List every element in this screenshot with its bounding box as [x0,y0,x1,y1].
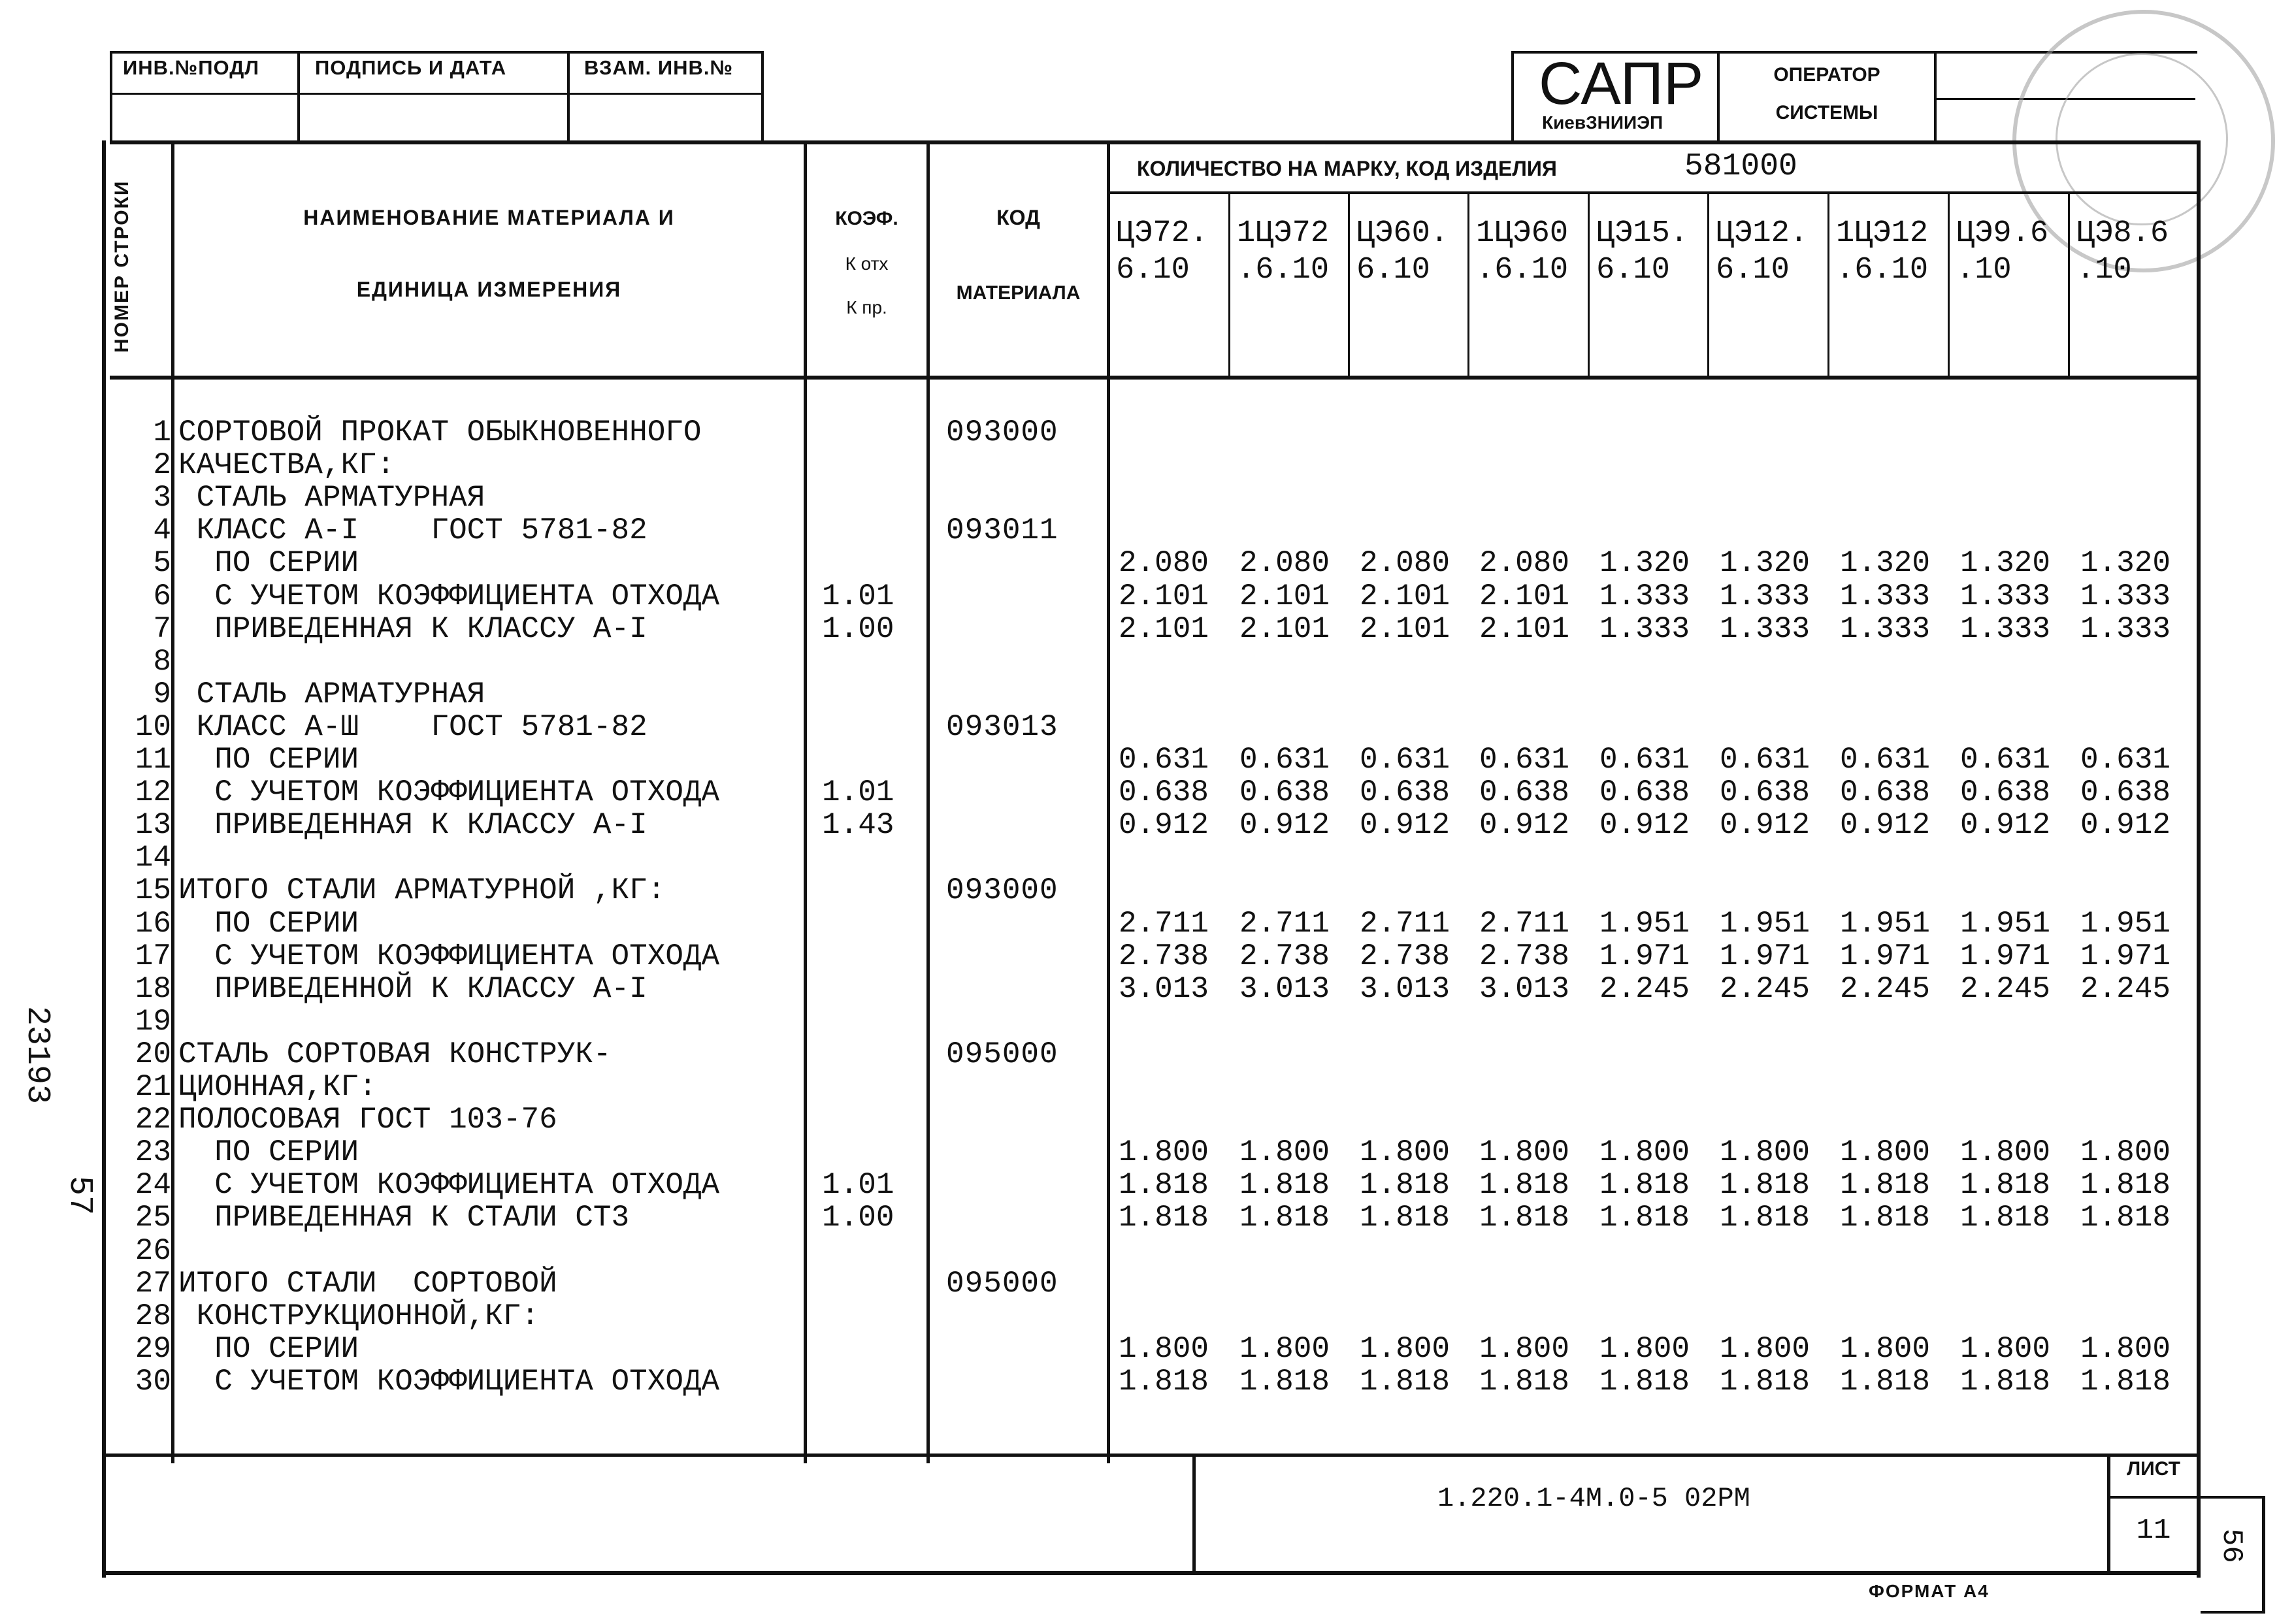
quantity-value: 0.631 [2080,743,2171,777]
quantity-value: 0.638 [1959,775,2050,810]
row-number: 15 [135,873,171,908]
margin-number: 56 [2215,1529,2248,1563]
quantity-value: 1.818 [1719,1364,1810,1399]
column-label [1716,216,1808,289]
quantity-value: 1.320 [1959,546,2050,581]
quantity-value: 3.013 [1479,971,1569,1006]
quantity-value: 1.818 [1959,1201,2050,1235]
material-name: ПО СЕРИИ [178,906,359,941]
column-label-line1: ЦЭ12. [1716,216,1809,251]
row-number: 21 [135,1070,171,1104]
quantity-value: 1.951 [2080,906,2171,941]
row-number: 12 [135,775,171,810]
coefficient: 1.01 [822,775,894,810]
row-number: 14 [135,841,171,875]
table-row [0,1071,2294,1103]
row-number: 2 [153,448,171,483]
column-label-line2: 6.10 [1716,253,1790,287]
quantity-value: 1.800 [1959,1135,2050,1170]
column-label [1237,216,1329,289]
quantity-value: 1.800 [1719,1331,1810,1366]
row-number: 11 [135,743,171,777]
column-label-line2: .6.10 [1476,253,1569,287]
column-label-line1: ЦЭ8.6 [2076,216,2169,251]
material-name: КОНСТРУКЦИОННОЙ,КГ: [178,1299,540,1333]
inv-podl-label: ИНВ.№ПОДЛ [123,56,260,79]
column-label-line2: .6.10 [1237,253,1330,287]
row-number: 13 [135,808,171,843]
row-number: 4 [153,513,171,548]
quantity-value: 2.711 [1239,906,1330,941]
quantity-value: 2.245 [1719,971,1810,1006]
table-row [0,776,2294,809]
quantity-value: 1.818 [1959,1168,2050,1203]
quantity-value: 1.333 [1719,579,1810,613]
material-name: ПРИВЕДЕННАЯ К КЛАССУ А-I [178,808,647,843]
material-code: 093013 [946,709,1058,744]
quantity-value: 0.638 [1359,775,1450,810]
material-name: ПО СЕРИИ [178,1331,359,1366]
column-label-line1: ЦЭ60. [1356,216,1449,251]
side-number-1: 23193 [18,1006,56,1105]
table-row [0,547,2294,579]
quantity-value: 1.971 [1839,939,1930,973]
quantity-value: 1.818 [2080,1168,2171,1203]
quantity-value: 3.013 [1359,971,1450,1006]
quantity-value: 1.818 [2080,1201,2171,1235]
quantity-value: 1.818 [1599,1201,1690,1235]
quantity-value: 1.818 [1719,1201,1810,1235]
quantity-value: 2.080 [1118,546,1209,581]
quantity-value: 1.951 [1599,906,1690,941]
quantity-value: 1.333 [2080,579,2171,613]
side-number-2: 57 [61,1176,98,1216]
materiala-header: МАТЕРИАЛА [956,282,1081,304]
material-name: С УЧЕТОМ КОЭФФИЦИЕНТА ОТХОДА [178,775,720,810]
row-number: 25 [135,1201,171,1235]
quantity-value: 0.912 [1479,808,1569,843]
table-row [0,1136,2294,1169]
quantity-value: 0.912 [1118,808,1209,843]
quantity-value: 0.638 [2080,775,2171,810]
quantity-value: 1.818 [1239,1201,1330,1235]
table-row [0,1038,2294,1071]
material-name: ПРИВЕДЕННАЯ К СТАЛИ СТ3 [178,1201,630,1235]
koef-header: КОЭФ. [835,208,898,229]
row-number: 27 [135,1266,171,1301]
table-row [0,1267,2294,1300]
quantity-value: 1.818 [1479,1201,1569,1235]
material-code: 093000 [946,873,1058,908]
vzam-inv-label: ВЗАМ. ИНВ.№ [584,56,734,79]
row-number: 3 [153,481,171,515]
quantity-value: 1.800 [1599,1331,1690,1366]
coefficient: 1.43 [822,808,894,843]
quantity-value: 1.333 [2080,611,2171,646]
table-row [0,416,2294,449]
material-name: ПРИВЕДЕННАЯ К КЛАССУ А-I [178,611,647,646]
table-row [0,514,2294,547]
quantity-value: 0.631 [1839,743,1930,777]
quantity-value: 0.631 [1719,743,1810,777]
quantity-value: 0.912 [1239,808,1330,843]
quantity-value: 2.080 [1359,546,1450,581]
quantity-value: 1.800 [1839,1135,1930,1170]
quantity-value: 0.631 [1479,743,1569,777]
quantity-value: 2.080 [1479,546,1569,581]
column-label-line1: ЦЭ15. [1596,216,1689,251]
quantity-value: 1.818 [1839,1201,1930,1235]
coefficient: 1.01 [822,579,894,613]
kod-header: КОД [996,206,1040,229]
quantity-value: 1.818 [1719,1168,1810,1203]
qty-header: КОЛИЧЕСТВО НА МАРКУ, КОД ИЗДЕЛИЯ [1137,157,1557,180]
material-name: ПО СЕРИИ [178,1135,359,1170]
quantity-value: 1.800 [1599,1135,1690,1170]
list-number: 11 [2136,1514,2171,1547]
name-header-line2: ЕДИНИЦА ИЗМЕРЕНИЯ [356,278,622,301]
quantity-value: 1.971 [1719,939,1810,973]
row-number: 22 [135,1103,171,1137]
material-name: ПРИВЕДЕННОЙ К КЛАССУ А-I [178,971,647,1006]
quantity-value: 1.333 [1959,611,2050,646]
quantity-value: 1.800 [1239,1331,1330,1366]
quantity-value: 2.101 [1479,611,1569,646]
quantity-value: 1.951 [1839,906,1930,941]
quantity-value: 0.638 [1599,775,1690,810]
column-label-line1: 1ЦЭ12 [1836,216,1929,251]
row-number: 19 [135,1004,171,1039]
quantity-value: 0.631 [1599,743,1690,777]
material-code: 095000 [946,1037,1058,1071]
table-row [0,1300,2294,1333]
doc-code: 1.220.1-4М.0-5 02РМ [1437,1483,1750,1514]
row-number: 5 [153,546,171,581]
quantity-value: 3.013 [1118,971,1209,1006]
table-row [0,1169,2294,1201]
quantity-value: 0.638 [1479,775,1569,810]
row-number-header: НОМЕР СТРОКИ [111,180,133,353]
quantity-value: 1.320 [1719,546,1810,581]
quantity-value: 1.818 [1599,1364,1690,1399]
quantity-value: 0.912 [1359,808,1450,843]
quantity-value: 0.912 [1599,808,1690,843]
quantity-value: 1.800 [1239,1135,1330,1170]
table-row [0,841,2294,874]
quantity-value: 1.818 [1359,1168,1450,1203]
material-name: ИТОГО СТАЛИ СОРТОВОЙ [178,1266,557,1301]
column-label-line1: ЦЭ9.6 [1956,216,2049,251]
column-label-line1: 1ЦЭ60 [1476,216,1569,251]
column-label [1116,216,1208,289]
quantity-value: 0.638 [1118,775,1209,810]
material-name: ПО СЕРИИ [178,546,359,581]
product-code: 581000 [1684,149,1797,184]
table-row [0,1365,2294,1398]
column-label-line2: .10 [1956,253,2012,287]
quantity-value: 2.101 [1239,611,1330,646]
quantity-value: 1.333 [1599,611,1690,646]
quantity-value: 1.800 [1839,1331,1930,1366]
quantity-value: 2.101 [1239,579,1330,613]
quantity-value: 1.333 [1719,611,1810,646]
quantity-value: 3.013 [1239,971,1330,1006]
quantity-value: 1.818 [1479,1364,1569,1399]
row-number: 18 [135,971,171,1006]
column-label-line2: 6.10 [1356,253,1430,287]
k-otx-header: К отх [845,253,889,274]
table-row [0,481,2294,514]
quantity-value: 2.711 [1479,906,1569,941]
table-row [0,711,2294,743]
quantity-value: 1.818 [1118,1201,1209,1235]
quantity-value: 2.711 [1359,906,1450,941]
table-row [0,1103,2294,1136]
column-label-line2: 6.10 [1116,253,1190,287]
name-header-line1: НАИМЕНОВАНИЕ МАТЕРИАЛА И [303,206,675,229]
material-name: С УЧЕТОМ КОЭФФИЦИЕНТА ОТХОДА [178,1168,720,1203]
coefficient: 1.01 [822,1168,894,1203]
row-number: 30 [135,1364,171,1399]
row-number: 29 [135,1331,171,1366]
material-name: СТАЛЬ АРМАТУРНАЯ [178,481,485,515]
row-number: 8 [153,644,171,679]
quantity-value: 0.912 [1719,808,1810,843]
quantity-value: 1.320 [1839,546,1930,581]
column-label [1956,216,2048,289]
quantity-value: 2.245 [1839,971,1930,1006]
material-name: КЛАСС А-Ш ГОСТ 5781-82 [178,709,647,744]
material-name: С УЧЕТОМ КОЭФФИЦИЕНТА ОТХОДА [178,579,720,613]
column-label-line2: 6.10 [1596,253,1670,287]
row-number: 6 [153,579,171,613]
quantity-value: 0.631 [1239,743,1330,777]
quantity-value: 1.818 [1479,1168,1569,1203]
quantity-value: 1.818 [1839,1364,1930,1399]
quantity-value: 1.818 [1839,1168,1930,1203]
material-name: ПО СЕРИИ [178,743,359,777]
quantity-value: 1.800 [1719,1135,1810,1170]
format-label: ФОРМАТ А4 [1869,1581,1990,1601]
material-name: СТАЛЬ СОРТОВАЯ КОНСТРУК- [178,1037,612,1071]
row-number: 17 [135,939,171,973]
column-label-line1: ЦЭ72. [1116,216,1209,251]
quantity-value: 1.320 [1599,546,1690,581]
material-code: 095000 [946,1266,1058,1301]
quantity-value: 0.912 [1839,808,1930,843]
quantity-value: 0.638 [1719,775,1810,810]
column-label [1356,216,1449,289]
material-name: С УЧЕТОМ КОЭФФИЦИЕНТА ОТХОДА [178,939,720,973]
table-row [0,1333,2294,1365]
operator-label: ОПЕРАТОР [1773,64,1880,86]
quantity-value: 0.912 [2080,808,2171,843]
table-row [0,940,2294,973]
table-row [0,874,2294,907]
table-row [0,809,2294,841]
quantity-value: 1.971 [1599,939,1690,973]
row-number: 20 [135,1037,171,1071]
quantity-value: 1.333 [1959,579,2050,613]
quantity-value: 1.800 [1479,1331,1569,1366]
column-label [1596,216,1688,289]
quantity-value: 2.245 [1959,971,2050,1006]
quantity-value: 1.818 [1959,1364,2050,1399]
row-number: 16 [135,906,171,941]
quantity-value: 1.800 [1959,1331,2050,1366]
material-name: КЛАСС А-I ГОСТ 5781-82 [178,513,647,548]
table-row [0,645,2294,678]
quantity-value: 2.101 [1359,579,1450,613]
quantity-value: 1.800 [2080,1135,2171,1170]
quantity-value: 2.738 [1118,939,1209,973]
coefficient: 1.00 [822,1201,894,1235]
column-label [1476,216,1568,289]
quantity-value: 1.800 [1359,1135,1450,1170]
quantity-value: 2.738 [1359,939,1450,973]
material-name: ПОЛОСОВАЯ ГОСТ 103-76 [178,1103,557,1137]
quantity-value: 2.101 [1359,611,1450,646]
quantity-value: 0.912 [1959,808,2050,843]
quantity-value: 0.631 [1118,743,1209,777]
quantity-value: 1.800 [1479,1135,1569,1170]
table-row [0,613,2294,645]
table-row [0,580,2294,613]
quantity-value: 0.638 [1839,775,1930,810]
material-name: ЦИОННАЯ,КГ: [178,1070,377,1104]
table-row [0,678,2294,711]
quantity-value: 2.101 [1479,579,1569,613]
quantity-value: 0.631 [1959,743,2050,777]
column-label-line2: .6.10 [1836,253,1929,287]
material-name: КАЧЕСТВА,КГ: [178,448,395,483]
quantity-value: 0.631 [1359,743,1450,777]
quantity-value: 2.738 [1239,939,1330,973]
column-label-line2: .10 [2076,253,2132,287]
quantity-value: 2.245 [2080,971,2171,1006]
quantity-value: 1.333 [1599,579,1690,613]
column-label [2076,216,2169,289]
table-row [0,1005,2294,1038]
quantity-value: 1.800 [2080,1331,2171,1366]
quantity-value: 2.101 [1118,579,1209,613]
row-number: 26 [135,1233,171,1268]
table-row [0,1201,2294,1234]
quantity-value: 2.711 [1118,906,1209,941]
table-row [0,449,2294,481]
quantity-value: 1.818 [1359,1364,1450,1399]
quantity-value: 1.333 [1839,611,1930,646]
quantity-value: 1.818 [1599,1168,1690,1203]
quantity-value: 0.638 [1239,775,1330,810]
list-label: ЛИСТ [2127,1458,2180,1480]
k-pr-header: К пр. [846,297,887,317]
table-row [0,973,2294,1005]
quantity-value: 1.818 [1239,1168,1330,1203]
quantity-value: 1.818 [1239,1364,1330,1399]
material-name: С УЧЕТОМ КОЭФФИЦИЕНТА ОТХОДА [178,1364,720,1399]
material-name: СОРТОВОЙ ПРОКАТ ОБЫКНОВЕННОГО [178,415,702,449]
quantity-value: 1.800 [1118,1331,1209,1366]
row-number: 7 [153,611,171,646]
quantity-value: 2.738 [1479,939,1569,973]
quantity-value: 1.333 [1839,579,1930,613]
quantity-value: 1.818 [1359,1201,1450,1235]
quantity-value: 2.245 [1599,971,1690,1006]
org-name: КиевЗНИИЭП [1542,112,1663,133]
row-number: 28 [135,1299,171,1333]
table-row [0,743,2294,776]
column-label [1836,216,1928,289]
quantity-value: 1.951 [1719,906,1810,941]
row-number: 1 [153,415,171,449]
quantity-value: 1.971 [1959,939,2050,973]
material-name: ИТОГО СТАЛИ АРМАТУРНОЙ ,КГ: [178,873,666,908]
quantity-value: 1.818 [1118,1364,1209,1399]
sapr-logo: САПР [1539,50,1704,117]
table-row [0,1235,2294,1267]
quantity-value: 1.320 [2080,546,2171,581]
podpis-data-label: ПОДПИСЬ И ДАТА [315,56,507,79]
quantity-value: 1.951 [1959,906,2050,941]
quantity-value: 1.800 [1359,1331,1450,1366]
quantity-value: 1.818 [2080,1364,2171,1399]
material-name: СТАЛЬ АРМАТУРНАЯ [178,677,485,711]
column-label-line1: 1ЦЭ72 [1237,216,1330,251]
material-code: 093000 [946,415,1058,449]
coefficient: 1.00 [822,611,894,646]
quantity-value: 2.080 [1239,546,1330,581]
row-number: 23 [135,1135,171,1170]
row-number: 10 [135,709,171,744]
quantity-value: 2.101 [1118,611,1209,646]
sistemy-label: СИСТЕМЫ [1775,102,1878,123]
table-row [0,907,2294,940]
material-code: 093011 [946,513,1058,548]
row-number: 24 [135,1168,171,1203]
row-number: 9 [153,677,171,711]
quantity-value: 1.818 [1118,1168,1209,1203]
quantity-value: 1.800 [1118,1135,1209,1170]
quantity-value: 1.971 [2080,939,2171,973]
